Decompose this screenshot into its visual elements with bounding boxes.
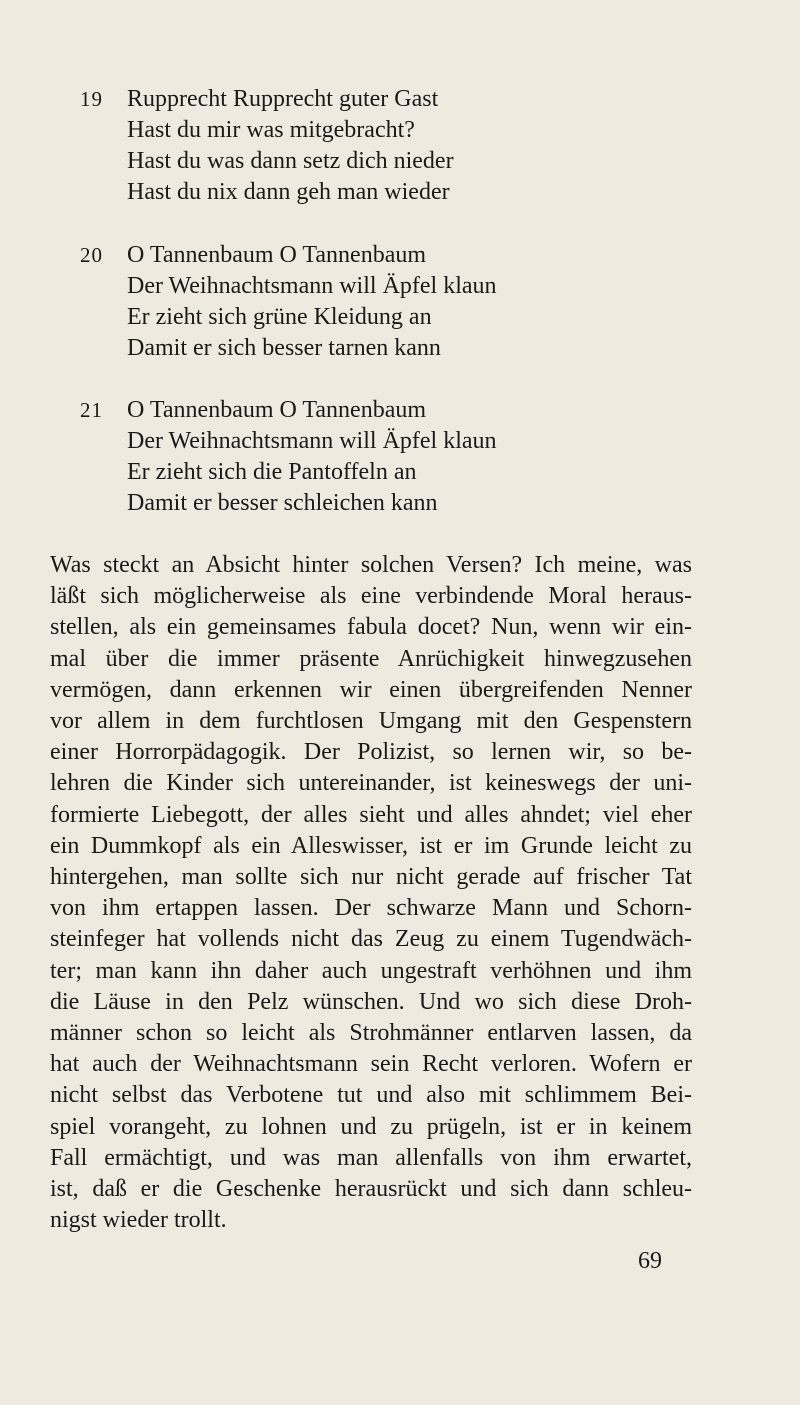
prose-line: Was steckt an Absicht hinter solchen Versen? Ich meine, was (50, 552, 692, 578)
prose-line: Fall ermächtigt, und was man allenfalls von ihm erwartet, (50, 1144, 692, 1171)
prose-line: hintergehen, man sollte sich nur nicht gerade auf frischer Tat (50, 864, 692, 891)
prose-line: ter; man kann ihn daher auch ungestraft verhöhnen und ihm (50, 957, 692, 984)
verse-line: Rupprecht Rupprecht guter Gast (127, 86, 439, 112)
stanza-number: 21 (80, 398, 103, 422)
verse-line: Hast du mir was mitgebracht? (127, 117, 415, 143)
verse-line: O Tannenbaum O Tannenbaum (127, 397, 427, 423)
verse-line: Damit er sich besser tarnen kann (127, 335, 441, 361)
stanza-number: 20 (80, 243, 103, 267)
verse-line: Hast du nix dann geh man wieder (127, 179, 450, 205)
stanza-lines (127, 84, 687, 208)
page-number: 69 (638, 1248, 662, 1274)
stanza-number: 19 (80, 87, 103, 111)
prose-line: spiel vorangeht, zu lohnen und zu prügeln, ist er in keinem (50, 1113, 692, 1140)
verse-line: Er zieht sich grüne Kleidung an (127, 304, 432, 330)
prose-paragraph (50, 550, 692, 1236)
prose-line: steinfeger hat vollends nicht das Zeug zu einem Tugendwäch- (50, 926, 692, 953)
prose-line: hat auch der Weihnachtsmann sein Recht verloren. Wofern er (50, 1051, 692, 1078)
prose-line: läßt sich möglicherweise als eine verbindende Moral heraus- (50, 583, 692, 610)
verse-line: Der Weihnachtsmann will Äpfel klaun (127, 273, 497, 299)
stanza-lines (127, 395, 687, 519)
prose-line: nigst wieder trollt. (50, 1207, 227, 1234)
prose-line: ein Dummkopf als ein Alleswisser, ist er im Grunde leicht zu (50, 832, 692, 859)
prose-line: vor allem in dem furchtlosen Umgang mit den Gespenstern (50, 708, 692, 735)
prose-line: stellen, als ein gemeinsames fabula docet? Nun, wenn wir ein- (50, 614, 692, 641)
verse-line: Hast du was dann setz dich nieder (127, 148, 454, 174)
prose-line: lehren die Kinder sich untereinander, ist keineswegs der uni- (50, 770, 692, 797)
prose-line: männer schon so leicht als Strohmänner entlarven lassen, da (50, 1020, 692, 1047)
prose-line: ist, daß er die Geschenke herausrückt und sich dann schleu- (50, 1176, 692, 1203)
prose-line: von ihm ertappen lassen. Der schwarze Mann und Schorn- (50, 895, 692, 922)
prose-line: einer Horrorpädagogik. Der Polizist, so lernen wir, so be- (50, 739, 692, 766)
verse-line: O Tannenbaum O Tannenbaum (127, 242, 427, 268)
prose-line: die Läuse in den Pelz wünschen. Und wo sich diese Droh- (50, 988, 692, 1015)
verse-line: Er zieht sich die Pantoffeln an (127, 459, 417, 485)
prose-line: mal über die immer präsente Anrüchigkeit hinwegzusehen (50, 645, 692, 672)
prose-line: formierte Liebegott, der alles sieht und alles ahndet; viel eher (50, 801, 692, 828)
verse-line: Der Weihnachtsmann will Äpfel klaun (127, 428, 497, 454)
stanza-lines (127, 240, 687, 364)
prose-line: nicht selbst das Verbotene tut und also mit schlimmem Bei- (50, 1082, 692, 1109)
prose-line: vermögen, dann erkennen wir einen übergreifenden Nenner (50, 676, 692, 703)
verse-line: Damit er besser schleichen kann (127, 490, 438, 516)
